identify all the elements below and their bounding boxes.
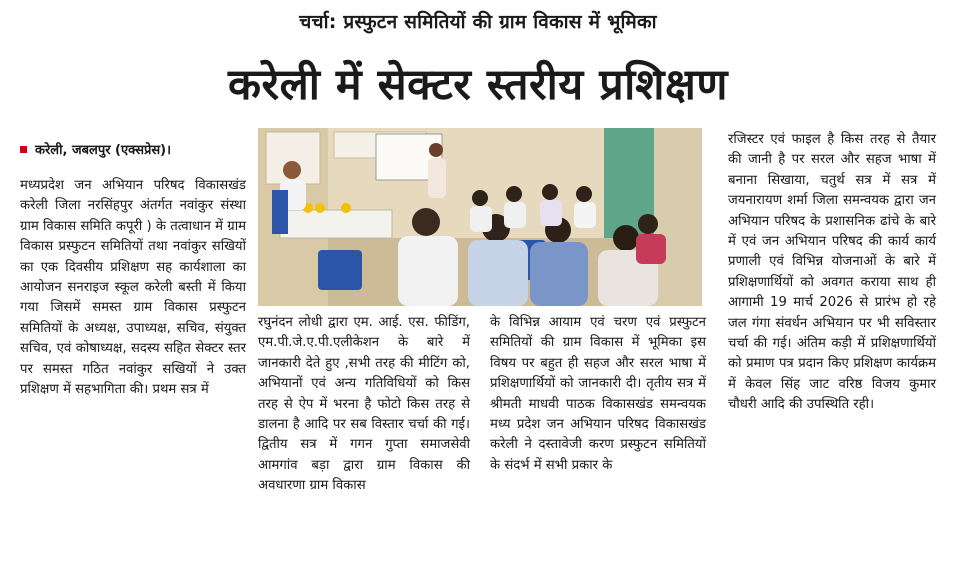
article-column-1: मध्यप्रदेश जन अभियान परिषद विकासखंड करेली जिला नरसिंहपुर अंतर्गत नवांकुर संस्था ग्राम विकास समिति कपूरी ) के तत्वाधान में ग्राम विकास प्रस्फुटन समितियों तथा नवांकुर सखियों का एक दिवसीय प्रशिक्षण सह कार्यशाला का आयोजन सनराइज स्कूल करेली बस्ती में किया गया जिसमें समस्त ग्राम विकास प्रस्फुटन समितियों के अध्यक्ष, उपाध्यक्ष, सचिव, संयुक्त सचिव, एवं कोषाध्यक्ष, सदस्य सहित सेक्टर स्तर पर समस्त गठित नवांकुर सखियों ने उक्त प्रशिक्षण में सहभागिता की। प्रथम सत्र में	[20, 178, 246, 398]
headline: करेली में सेक्टर स्तरीय प्रशिक्षण	[228, 60, 728, 110]
kicker-line: चर्चा: प्रस्फुटन समितियों की ग्राम विकास में भूमिका	[299, 11, 657, 33]
dateline-bullet	[20, 146, 27, 153]
dateline-text: करेली, जबलपुर (एक्सप्रेस)।	[35, 143, 172, 158]
article-column-4: रजिस्टर एवं फाइल है किस तरह से तैयार की जानी है पर सरल और सहज भाषा में बनाना सिखाया, चतुर्थ सत्र में सत्र में जयनारायण शर्मा जिला समन्वयक द्वारा जन अभियान परिषद के प्रशासनिक ढांचे के बारे में एवं जन अभियान परिषद की कार्य कार्य प्रणाली एवं विभिन्न योजनाओं के बारे में प्रशिक्षणार्थियों को अवगत कराया साथ ही आगामी 19 मार्च 2026 से प्रारंभ हो रहे जल गंगा संवर्धन अभियान पर भी सविस्तार चर्चा की गई। अंतिम कड़ी में प्रशिक्षणार्थियों को प्रमाण पत्र प्रदान किए प्रशिक्षण कार्यक्रम में केवल सिंह जाट वरिष्ठ विजय कुमार चौधरी आदि की उपस्थिति रही।	[728, 132, 936, 413]
event-photo	[258, 128, 702, 306]
article-column-2: रघुनंदन लोधी द्वारा एम. आई. एस. फीडिंग, एम.पी.जे.ए.पी.एलीकेशन के बारे में जानकारी देते हुए ,सभी तरह की मीटिंग को, अभियानों एवं अन्य गतिविधियों को किस तरह से ऐप में भरना है फोटो किस तरह से डालना है आदि पर सब विस्तार चर्चा की गई। द्वितीय सत्र में गगन गुप्ता समाजसेवी आमगांव बड़ा द्वारा ग्राम विकास की अवधारणा ग्राम विकास	[258, 315, 470, 494]
event-photo-illustration	[258, 128, 702, 306]
article-column-3: के विभिन्न आयाम एवं चरण एवं प्रस्फुटन समितियों की ग्राम विकास में भूमिका इस विषय पर बहुत ही सहज और सरल भाषा में प्रशिक्षणार्थियों को जानकारी दी। तृतीय सत्र में श्रीमती माधवी पाठक विकासखंड समन्वयक मध्य प्रदेश जन अभियान परिषद विकासखंड करेली ने दस्तावेजी करण प्रस्फुटन समितियों के संदर्भ में सभी प्रकार के	[490, 315, 706, 473]
dateline	[20, 140, 171, 158]
